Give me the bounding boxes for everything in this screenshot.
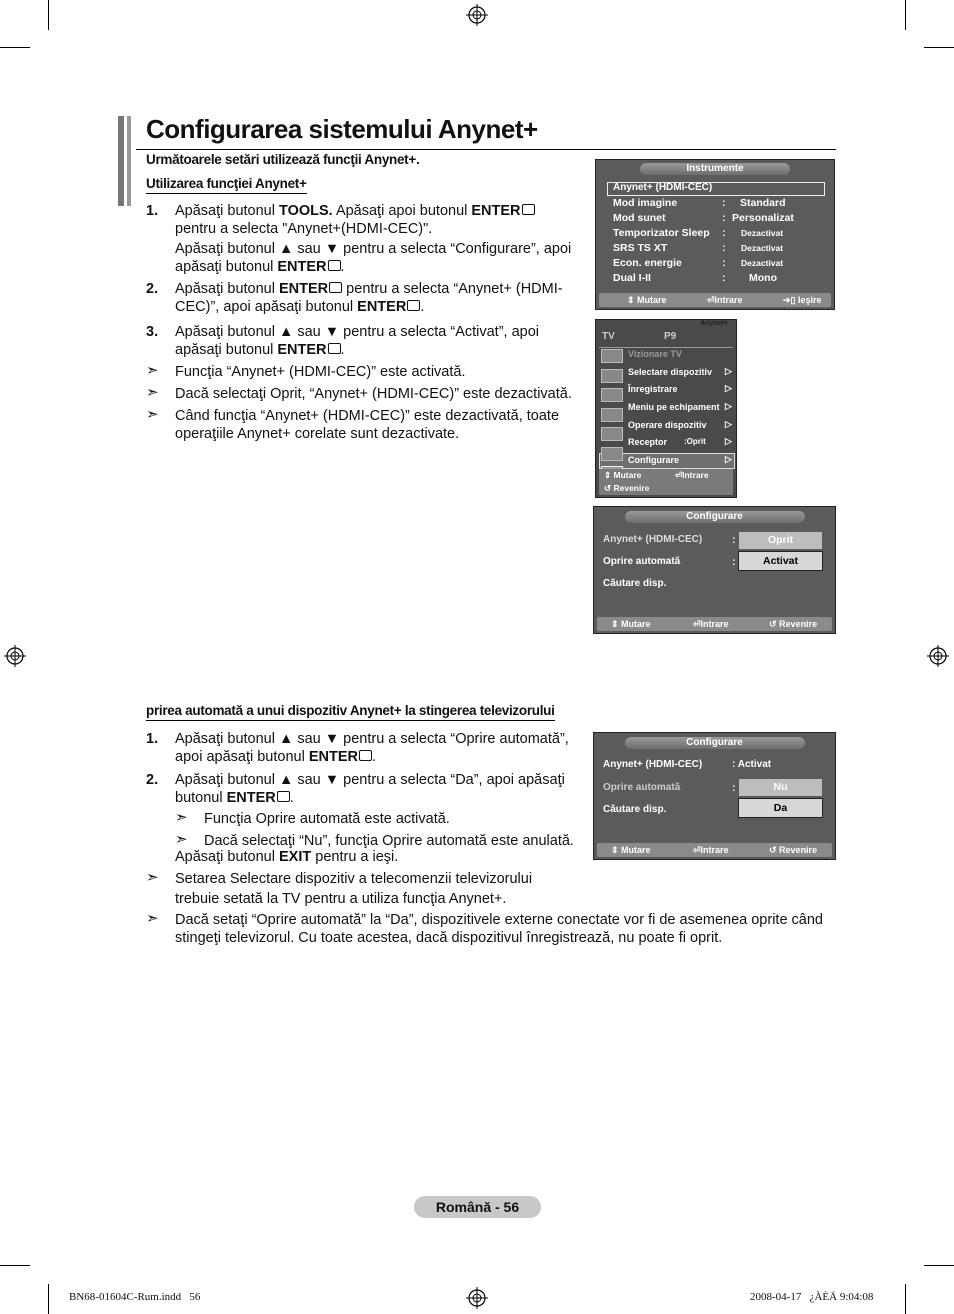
step-number: 3. — [146, 324, 159, 340]
menu-footer: ⇕ Mutare ⏎Intrare ↺ Revenire — [597, 617, 832, 631]
enter-icon — [328, 260, 341, 271]
enter-icon — [407, 300, 420, 311]
menu-footer: ⇕ Mutare ⏎Intrare ↺ Revenire — [597, 843, 832, 857]
note-arrow-icon: ➣ — [146, 869, 159, 886]
tv-anynet-menu: TV P9 Anynet+ Vizionare TV Selectare dispozitiv ▷ Înregistrare ▷ Meniu pe echipament ▷ Operare dispozitiv ▷ Receptor :Oprit ▷ Configurare ▷ ⇕ Mutare ⏎Intrare ↺ Revenire — [595, 319, 737, 498]
enter-icon — [359, 750, 372, 761]
step-number: 1. — [146, 731, 159, 747]
tools-menu: Instrumente Anynet+ (HDMI-CEC) Mod imagine : Standard Mod sunet : Personalizat Temporizator Sleep : Dezactivat SRS TS XT : Dezactivat Econ. energie : Dezactivat Dual I-II : Mono ⇕ Mutare ⏎Intrare ➔▯ Ieşire — [595, 159, 835, 310]
note-item: ➣ Funcţia “Anynet+ (HDMI-CEC)” este activată. — [146, 362, 466, 380]
page-title: Configurarea sistemului Anynet+ — [146, 114, 538, 144]
menu-footer: ⇕ Mutare ⏎Intrare ↺ Revenire — [599, 469, 733, 495]
menu-header: Instrumente — [640, 163, 790, 175]
date-meta: 2008-04-17 ¿ÀÈÄ 9:04:08 — [750, 1291, 874, 1303]
config-menu-anynet: Configurare Anynet+ (HDMI-CEC) : Oprire automată : Căutare disp. Oprit Activat ⇕ Mutare ⏎Intrare ↺ Revenire — [593, 506, 836, 634]
note-arrow-icon: ➣ — [146, 362, 159, 379]
crop-mark — [48, 0, 49, 30]
note-arrow-icon: ➣ — [175, 831, 188, 848]
menu-header: Configurare — [625, 737, 805, 749]
step-number: 1. — [146, 203, 159, 219]
menu-footer: ⇕ Mutare ⏎Intrare ➔▯ Ieşire — [599, 293, 831, 307]
note-item: ➣ Dacă selectaţi “Nu”, funcţia Oprire automată este anulată. — [175, 831, 574, 849]
step-number: 2. — [146, 772, 159, 788]
step-item: 3. Apăsaţi butonul ▲ sau ▼ pentru a selecta “Activat”, apoi apăsaţi butonul ENTER . — [146, 324, 540, 358]
enter-icon — [329, 282, 342, 293]
config-menu-auto-off: Configurare Anynet+ (HDMI-CEC) : Activat Oprire automată : Căutare disp. Nu Da ⇕ Mutare ⏎Intrare ↺ Revenire — [593, 732, 836, 860]
menu-item-icons — [601, 349, 623, 467]
title-rule — [136, 149, 836, 150]
option-activat: Activat — [738, 551, 823, 571]
crop-mark — [0, 1265, 30, 1266]
option-oprit: Oprit — [739, 532, 822, 549]
step-item: 1. Apăsaţi butonul TOOLS. Apăsaţi apoi butonul ENTER pentru a selecta "Anynet+(HDMI-CEC)". Apăsaţi butonul ▲ sau ▼ pentru a selecta “Configurare”, apoi apăsaţi butonul ENTER . — [146, 203, 572, 275]
registration-mark-icon — [927, 645, 949, 667]
crop-mark — [905, 0, 906, 30]
note-arrow-icon: ➣ — [146, 910, 159, 927]
option-da: Da — [738, 798, 823, 818]
crop-mark — [48, 1284, 49, 1314]
step-item: 2. Apăsaţi butonul ▲ sau ▼ pentru a selecta “Da”, apoi apăsaţi butonul ENTER . — [146, 772, 565, 806]
section-heading: prirea automată a unui dispozitiv Anynet+ la stingerea televizorului — [146, 703, 555, 721]
note-arrow-icon: ➣ — [146, 406, 159, 423]
crop-mark — [0, 47, 30, 48]
note-item: ➣ Dacă selectaţi Oprit, “Anynet+ (HDMI-CEC)” este dezactivată. — [146, 384, 572, 402]
section-heading: Utilizarea funcţiei Anynet+ — [146, 176, 307, 194]
step-number: 2. — [146, 281, 159, 297]
note-item: ➣ Dacă setaţi “Oprire automată” la “Da”, dispozitivele externe conectate vor fi de asemenea oprite când stingeţi televizorul. Cu toate acestea, dacă dispozitivul înregistrează, nu poate fi oprit. — [146, 910, 823, 946]
enter-icon — [328, 343, 341, 354]
page-number: Română - 56 — [414, 1196, 541, 1218]
enter-icon — [522, 204, 535, 215]
crop-mark — [924, 47, 954, 48]
option-nu: Nu — [739, 779, 822, 796]
crop-mark — [905, 1284, 906, 1314]
menu-header: Configurare — [625, 511, 805, 523]
file-meta: BN68-01604C-Rum.indd 56 — [69, 1291, 201, 1303]
step-item: 2. Apăsaţi butonul ENTER pentru a selecta “Anynet+ (HDMI-CEC)”, apoi apăsaţi butonul ENTER . — [146, 281, 563, 315]
note-item: ➣ Când funcţia “Anynet+ (HDMI-CEC)” este dezactivată, toate operaţiile Anynet+ corelate sunt dezactivate. — [146, 406, 560, 442]
crop-mark — [924, 1265, 954, 1266]
note-item: ➣ Setarea Selectare dispozitiv a telecomenzii televizorului trebuie setată la TV pentru a utiliza funcţia Anynet+. — [146, 869, 533, 907]
note-item: ➣ Funcţia Oprire automată este activată. — [175, 809, 450, 827]
registration-mark-icon — [4, 645, 26, 667]
intro-text: Următoarele setări utilizează funcţii Anynet+. — [146, 152, 420, 167]
exit-instruction: Apăsaţi butonul EXIT pentru a ieşi. — [175, 849, 399, 865]
enter-icon — [277, 791, 290, 802]
registration-mark-icon — [466, 1287, 488, 1309]
note-arrow-icon: ➣ — [146, 384, 159, 401]
note-arrow-icon: ➣ — [175, 809, 188, 826]
registration-mark-icon — [466, 4, 488, 26]
step-item: 1. Apăsaţi butonul ▲ sau ▼ pentru a selecta “Oprire automată”, apoi apăsaţi butonul ENTER . — [146, 731, 569, 765]
